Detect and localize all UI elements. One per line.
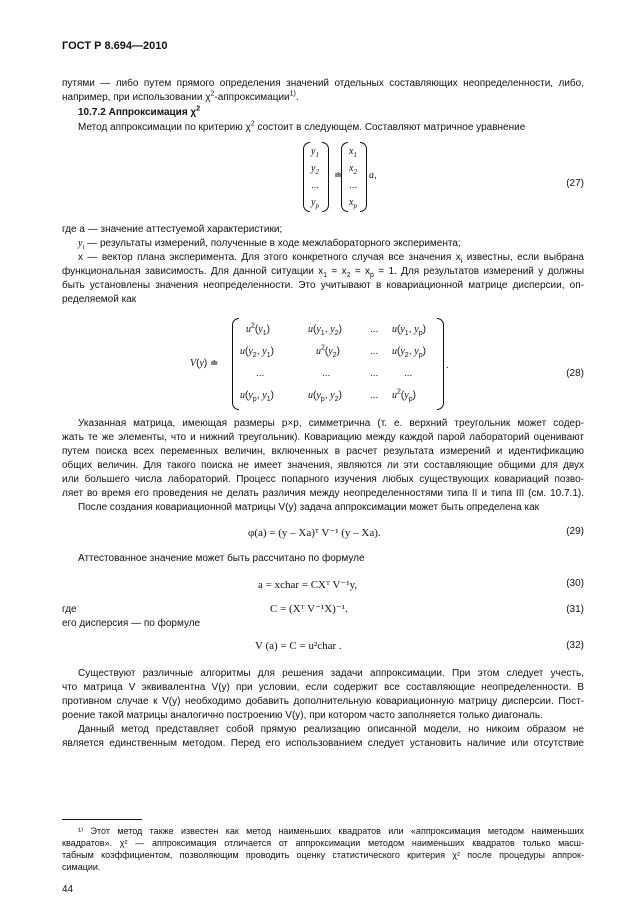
def-a: где a — значение аттестуемой характеристики; bbox=[62, 224, 283, 235]
p5: его дисперсия — по формуле bbox=[62, 618, 201, 629]
p6-line: что матрица V эквивалентна V(y) при условии, если содержит все составляющие неопределенности. В bbox=[62, 682, 584, 693]
eq31: C = (Xᵀ V⁻¹X)⁻¹. bbox=[270, 603, 348, 615]
p3: После создания ковариационной матрицы V(y) задача аппроксимации может быть определена как bbox=[78, 502, 540, 513]
eq32-number: (32) bbox=[566, 640, 584, 651]
def-y-text: — результаты измерений, полученные в ходе межлабораторного эксперимента; bbox=[87, 238, 461, 249]
intro-text-b: -аппроксимации bbox=[214, 92, 290, 103]
eq28-number: (28) bbox=[566, 368, 584, 379]
def-x1: x — вектор плана эксперимента. Для этого конкретного случая все значения x bbox=[78, 252, 461, 263]
def-x-line-2: функциональная зависимость. Для данной ситуации $x_1 = x_2 = x_p = 1$. Для результатов измерений y должны bbox=[62, 266, 585, 279]
eq27-right-vector: $x_1$ $x_2$ ... $x_p$ bbox=[341, 142, 367, 212]
section-heading: 10.7.2 Аппроксимация $\chi^2$ bbox=[78, 105, 201, 118]
def-x1b: известны, если выбрана bbox=[462, 252, 584, 263]
footnote-line: ¹⁾ Этот метод также известен как метод наименьших квадратов или «аппроксимация методом наименьших bbox=[78, 826, 584, 836]
def-x-line-1: x — вектор плана эксперимента. Для этого конкретного случая все значения $x_i$ известны, если выбрана bbox=[78, 252, 584, 265]
p4: Аттестованное значение может быть рассчитано по формуле bbox=[78, 553, 365, 564]
def-x2: функциональная зависимость. Для данной ситуации x bbox=[62, 266, 324, 277]
p2-line: путем поиска всех переменных величин, включенных в расчет результата измерений и идентификацию bbox=[62, 446, 584, 457]
eq29: φ(a) = (y – Xa)ᵀ V⁻¹ (y – Xa). bbox=[248, 527, 381, 539]
where-label: где bbox=[62, 604, 77, 615]
section-title: Аппроксимация χ bbox=[108, 107, 197, 118]
footnote-rule bbox=[62, 819, 142, 820]
def-x2d: = 1. Для результатов измерений y должны bbox=[373, 266, 585, 277]
section-number: 10.7.2 bbox=[78, 107, 106, 118]
def-x2b: = x bbox=[327, 266, 347, 277]
p1-text-a: Метод аппроксимации по критерию χ bbox=[78, 122, 251, 133]
eq27-sign: ≐ bbox=[334, 170, 343, 181]
intro-text-c: . bbox=[295, 92, 299, 103]
p2-line: жать те же элементы, что и нижний треугольник). Ковариацию между каждой парой лабораторий оценивают bbox=[62, 432, 584, 443]
intro-line-1: путями — либо путем прямого определения значений отдельных составляющих неопределенности, либо, bbox=[62, 78, 584, 89]
eq27-number: (27) bbox=[566, 178, 584, 189]
page-number: 44 bbox=[62, 884, 74, 895]
eq28-lhs: V(y) ≐ bbox=[190, 358, 219, 369]
intro-line-2: например, при использовании $\chi^2-аппроксимации^{1)}$. bbox=[62, 90, 299, 103]
p7-line: является единственным методом. Перед его использованием следует установить наличие или отсутствие bbox=[62, 738, 584, 749]
eq27-left-vector: $y_1$ $y_2$ ... $y_p$ bbox=[303, 142, 329, 212]
def-y: $y_i$ — результаты измерений, полученные в ходе межлабораторного эксперимента; bbox=[78, 238, 461, 251]
p2-line: общих величин. Для такого поиска не имеет значения, являются ли эти составляющие общими для двух bbox=[62, 460, 584, 471]
eq32: V (a) = C = u²char . bbox=[255, 640, 342, 652]
p7-line: Данный метод представляет собой прямую реализацию описанной модели, но никоим образом не bbox=[78, 724, 584, 735]
p1-text-b: состоит в следующем. Составляют матричное уравнение bbox=[254, 122, 526, 133]
footnote-line: табным коэффициентом, позволяющим проводить оценку статистического критерия χ² после процедуры аппрок- bbox=[62, 850, 584, 860]
def-x2c: = x bbox=[350, 266, 371, 277]
eq28-tail: . bbox=[446, 360, 449, 371]
paragraph-method: Метод аппроксимации по критерию $\chi^2$ состоит в следующем. Составляют матричное уравнение bbox=[78, 120, 526, 133]
p6-line: Существуют различные алгоритмы для решения задачи аппроксимации. При этом следует учесть, bbox=[78, 668, 584, 679]
p2-line: ляет во время его проведения не делать различия между неопределенностями типа II и типа III (см. 10.7.1). bbox=[62, 488, 584, 499]
eq31-number: (31) bbox=[566, 604, 584, 615]
eq27-tail: a, bbox=[369, 170, 377, 181]
document-header: ГОСТ Р 8.694—2010 bbox=[62, 40, 168, 52]
eq29-number: (29) bbox=[566, 526, 584, 537]
p6-line: роение такой матрицы аналогично построению V(y), при котором часто заполняется только диагональ. bbox=[62, 710, 543, 721]
eq30-number: (30) bbox=[566, 578, 584, 589]
p2-line: Указанная матрица, имеющая размеры p×p, симметрична (т. е. верхний треугольник может содер- bbox=[78, 418, 584, 429]
p6-line: противном случае к V(y) необходимо добавить дополнительную ковариационную матрицу дисперсии. Пост- bbox=[62, 696, 584, 707]
footnote-line: квадратов». χ² — аппроксимация отличается от аппроксимации методом наименьших квадратов только масш- bbox=[62, 838, 584, 848]
def-x-line-4: ределяемой как bbox=[62, 294, 137, 305]
eq28-matrix: $u^2(y_1)$ $u(y_1$, $y_2$) ... $u(y_1$, $y_p$) $u(y_2$, $y_1$) $u^2(y_2)$ ... $u(y_2$, $y_p$) ... ... ... ... $u(y_p$, $y_1$) $u(y_p$, $y_2$) ... $u^2(y_p)$ bbox=[232, 318, 444, 410]
p2-line: или большего числа лабораторий. Процесс попарного изучения любых существующих ковариаций позво- bbox=[62, 474, 584, 485]
footnote-line: симации. bbox=[62, 862, 101, 872]
intro-text: например, при использовании χ bbox=[62, 92, 211, 103]
eq30: a = xchar = CXᵀ V⁻¹y, bbox=[258, 579, 358, 591]
def-x-line-3: быть установлены значения неопределенности. Это учитывают в ковариационной матрице дисперсии, оп- bbox=[62, 280, 584, 291]
